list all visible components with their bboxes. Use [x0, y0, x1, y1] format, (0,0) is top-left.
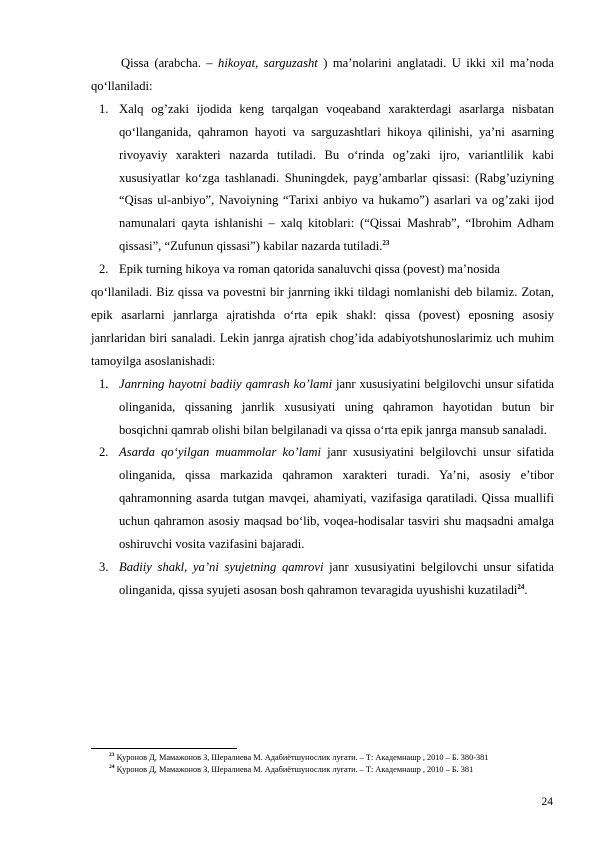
footnote-ref: 24: [517, 582, 525, 591]
intro-paragraph: [91, 52, 554, 98]
footnote-23: [91, 752, 554, 764]
footnote-text: Қуронов Д, Мамажонов З, Шералиева М. Адабиётшунослик луғати. – Т: Академнашр , 2010 – Б. 381: [114, 765, 474, 774]
list-number: 1.: [99, 101, 109, 116]
footnote-24: [91, 764, 554, 776]
footnote-marker: 24: [109, 764, 115, 771]
principle-text: [119, 556, 554, 602]
principle-item-1: [91, 373, 554, 442]
principle-text-body: janr xususiyatini belgilovchi unsur sifatida olinganida, qissaning janrlik xususiyati uning qahramon hayotidan butun bir bosqichni qamrab olishi bilan belgilanadi va qissa o‘rta epik janrga mansub sanaladi.: [119, 376, 554, 437]
meaning-text-first-line: Epik turning hikoya va roman qatorida sanaluvchi qissa (povest) ma’nosida: [119, 262, 500, 277]
intro-text: Qissa (arabcha. –: [121, 56, 219, 70]
meaning-item-2: [91, 258, 554, 281]
principle-text: [119, 441, 554, 556]
footnote-marker: 23: [109, 752, 115, 759]
principle-term: Asarda qo‘yilgan muammolar ko’lami: [119, 445, 322, 460]
footnote-ref: 23: [382, 239, 390, 248]
principle-text-body: janr xususiyatini belgilovchi unsur sifatida olinganida, qissa syujeti asosan bosh qahramon tevaragida uyushishi kuzatiladi: [119, 559, 554, 597]
intro-text-end: ) ma’nolarini anglatadi. U ikki xil ma’noda qo‘llaniladi:: [91, 56, 554, 93]
footnotes: [91, 752, 554, 776]
meaning-text-body: Xalq og’zaki ijodida keng tarqalgan voqeaband xarakterdagi asarlarga nisbatan qo‘llanganida, qahramon hayoti va sarguzashtlari hikoya qilinishi, ya’ni asarning rivoyaviy xarakteri nazarda tutiladi. Bu o‘rinda og’zaki ijro, variantlilik kabi xususiyatlar ko‘zga tashlanadi. Shuningdek, payg’ambarlar qissasi: (Rabg’uziyning “Qisas ul-anbiyo”, Navoiyning “Tarixi anbiyo va hukamo”) asarlari va og’zaki ijod namunalari qayta ishlanishi – xalq kitoblari: (“Qissai Mashrab”, “Ibrohim Adham qissasi”, “Zufunun qissasi”) kabilar nazarda tutiladi.: [119, 101, 554, 254]
list-number: 2.: [99, 262, 109, 277]
principle-term: Badiiy shakl, ya’ni syujetning qamrovi: [119, 559, 324, 574]
footnote-text: Қуронов Д, Мамажонов З, Шералиева М. Адабиётшунослик луғати. – Т: Академнашр , 2010 – Б. 380-381: [114, 753, 489, 762]
list-number: 1.: [99, 376, 109, 391]
meaning-text-continued: qo‘llaniladi. Biz qissa va povestni bir janrning ikki tildagi nomlanishi deb bilamiz. Zotan, epik asarlarni janrlarga ajratishda o‘rta epik shakl: qissa (povest) eposning asosiy janrlaridan biri sanaladi. Lekin janrga ajratish chog’ida adabiyotshunoslarimiz uch muhim tamoyilga asoslanishadi:: [91, 285, 554, 368]
principle-item-3: [91, 556, 554, 602]
page-number: 24: [541, 796, 553, 808]
body-text: [91, 52, 554, 602]
principle-text: [119, 373, 554, 442]
meaning-text: [119, 98, 554, 258]
principle-text-body: janr xususiyatini belgilovchi unsur sifatida olinganida, qissa markazida qahramon xarakteri turadi. Ya’ni, asosiy e’tibor qahramonning asarda tutgan mavqei, ahamiyati, vazifasiga qaratiladi. Qissa muallifi uchun qahramon asosiy maqsad bo‘lib, voqea-hodisalar tasviri shu maqsadni amalga oshiruvchi vosita vazifasini bajaradi.: [119, 445, 554, 552]
intro-term: hikoyat, sarguzasht: [218, 56, 318, 70]
list-number: 2.: [99, 445, 109, 460]
principle-item-2: [91, 441, 554, 556]
footnote-separator: [91, 748, 237, 749]
list-number: 3.: [99, 559, 109, 574]
principle-term: Janrning hayotni badiiy qamrash ko’lami: [119, 376, 333, 391]
meaning-item-1: [91, 98, 554, 258]
sentence-end: .: [524, 582, 528, 597]
